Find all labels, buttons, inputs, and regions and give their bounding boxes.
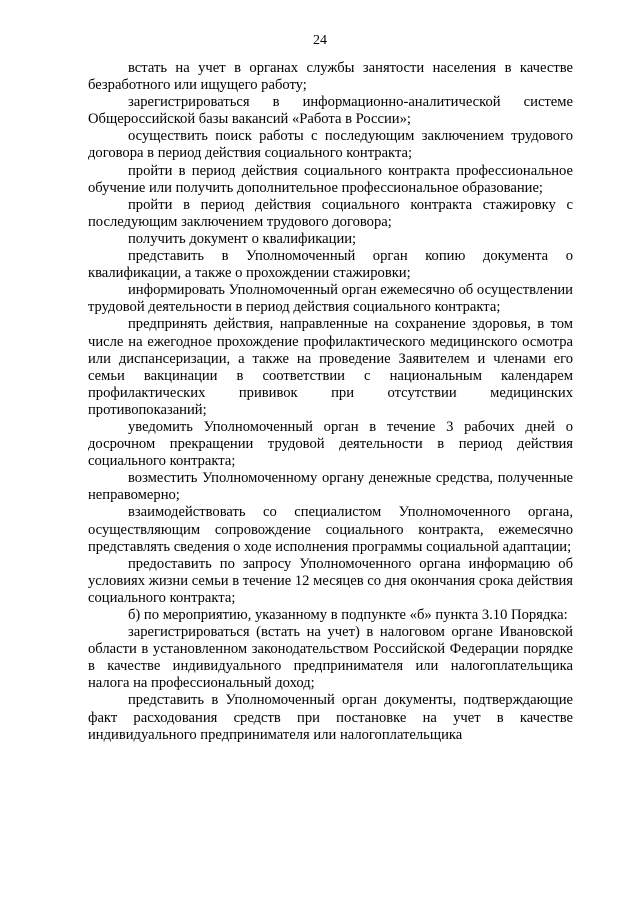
paragraph: пройти в период действия социального контракта профессиональное обучение или получить дополнительное профессиональное образование; bbox=[88, 162, 573, 196]
page-number: 24 bbox=[313, 33, 327, 48]
paragraph: информировать Уполномоченный орган ежемесячно об осуществлении трудовой деятельности в период действия социального контракта; bbox=[88, 282, 573, 316]
paragraph: зарегистрироваться (встать на учет) в налоговом органе Ивановской области в установленном законодательством Российской Федерации порядке в качестве индивидуального предпринимателя или налогоплательщика налога на профессиональный доход; bbox=[88, 624, 573, 692]
paragraph: пройти в период действия социального контракта стажировку с последующим заключением трудового договора; bbox=[88, 196, 573, 230]
paragraph: осуществить поиск работы с последующим заключением трудового договора в период действия социального контракта; bbox=[88, 128, 573, 162]
paragraph: возместить Уполномоченному органу денежные средства, полученные неправомерно; bbox=[88, 470, 573, 504]
paragraph: получить документ о квалификации; bbox=[128, 230, 357, 247]
paragraph: представить в Уполномоченный орган документы, подтверждающие факт расходования средств при постановке на учет в качестве индивидуального предпринимателя или налогоплательщика bbox=[88, 692, 573, 743]
paragraph: б) по мероприятию, указанному в подпункте «б» пункта 3.10 Порядка: bbox=[128, 607, 568, 623]
paragraph: зарегистрироваться в информационно-аналитической системе Общероссийской базы вакансий «Работа в России»; bbox=[88, 94, 573, 128]
paragraph: предоставить по запросу Уполномоченного органа информацию об условиях жизни семьи в течение 12 месяцев со дня окончания срока действия социального контракта; bbox=[88, 555, 573, 606]
paragraph: встать на учет в органах службы занятости населения в качестве безработного или ищущего работу; bbox=[88, 60, 573, 94]
paragraph: предпринять действия, направленные на сохранение здоровья, в том числе на ежегодное прохождение профилактического медицинского осмотра или диспансеризации, а также на проведение Заявителем и членами его семьи вакцинации в соответствии с национальным календарем профилактических прививок при отсутствии медицинских противопоказаний; bbox=[88, 316, 573, 418]
paragraph: представить в Уполномоченный орган копию документа о квалификации, а также о прохождении стажировки; bbox=[88, 248, 573, 282]
paragraph: уведомить Уполномоченный орган в течение 3 рабочих дней о досрочном прекращении трудовой деятельности в период действия социального контракта; bbox=[88, 418, 573, 470]
document-body bbox=[88, 60, 573, 744]
paragraph: взаимодействовать со специалистом Уполномоченного органа, осуществляющим сопровождение социального контракта, ежемесячно представлять сведения о ходе исполнения программы социальной адаптации; bbox=[88, 504, 573, 555]
